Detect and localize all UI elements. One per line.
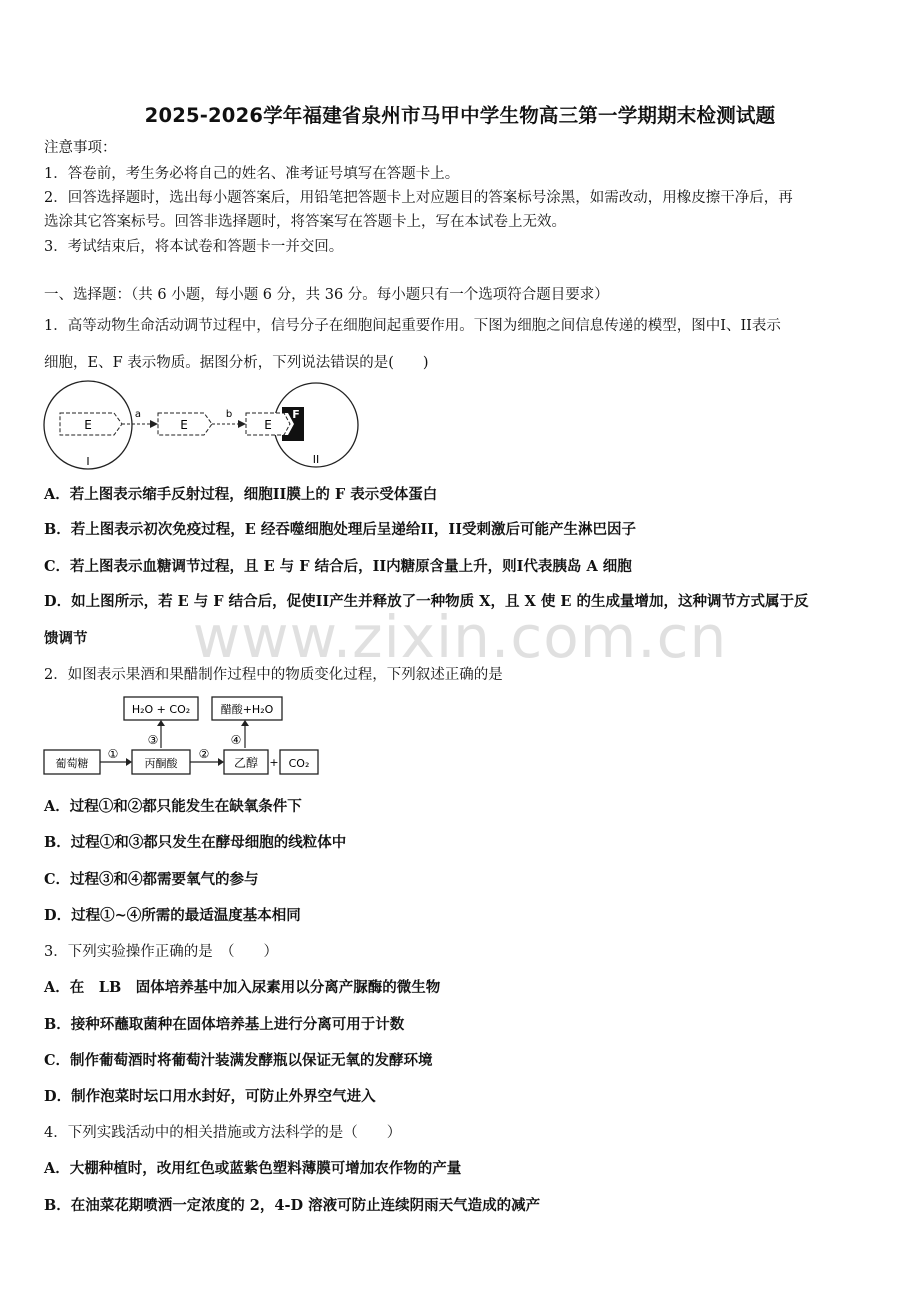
notice-item: 3．考试结束后，将本试卷和答题卡一并交回。 — [44, 239, 344, 255]
question-1-stem-cont: 细胞，E、F 表示物质。据图分析，下列说法错误的是( ) — [44, 355, 429, 371]
question-3-option-b[interactable]: B．接种环蘸取菌种在固体培养基上进行分离可用于计数 — [44, 1016, 405, 1033]
notice-item: 选涂其它答案标号。回答非选择题时，将答案写在答题卡上，写在本试卷上无效。 — [44, 214, 566, 230]
fermentation-diagram — [42, 692, 332, 784]
question-1-option-d-cont: 馈调节 — [44, 630, 88, 647]
question-1-option-a[interactable]: A．若上图表示缩手反射过程，细胞II膜上的 F 表示受体蛋白 — [44, 486, 438, 503]
question-2-stem: 2．如图表示果酒和果醋制作过程中的物质变化过程，下列叙述正确的是 — [44, 667, 503, 683]
arrow-a-label: a — [134, 409, 142, 420]
co2-label: CO₂ — [288, 757, 310, 770]
step-3-label: ③ — [147, 733, 159, 747]
h2o-co2-label: H₂O + CO₂ — [131, 703, 191, 716]
watermark: www.zixin.com.cn — [192, 603, 728, 671]
question-1-stem: 1．高等动物生命活动调节过程中，信号分子在细胞间起重要作用。下图为细胞之间信息传递的模型，图中I、II表示 — [44, 318, 781, 334]
exam-title: 2025-2026学年福建省泉州市马甲中学生物高三第一学期期末检测试题 — [144, 104, 776, 127]
question-3-option-a[interactable]: A．在 LB 固体培养基中加入尿素用以分离产脲酶的微生物 — [44, 979, 441, 996]
plus-sign: + — [269, 756, 279, 769]
cell-signaling-diagram — [42, 377, 362, 471]
section-heading: 一、选择题：（共 6 小题，每小题 6 分，共 36 分。每小题只有一个选项符合题目要求） — [44, 287, 609, 303]
ethanol-label: 乙醇 — [233, 756, 259, 770]
step-1-label: ① — [107, 747, 119, 761]
question-2-option-b[interactable]: B．过程①和③都只发生在酵母细胞的线粒体中 — [44, 834, 347, 851]
notice-heading: 注意事项： — [44, 140, 117, 156]
question-3-stem: 3．下列实验操作正确的是 （ ） — [44, 944, 278, 960]
question-1-option-b[interactable]: B．若上图表示初次免疫过程，E 经吞噬细胞处理后呈递给II，II受刺激后可能产生淋巴因子 — [44, 521, 636, 538]
substance-e-label: E — [264, 418, 272, 432]
receptor-f-label: F — [292, 408, 300, 421]
question-4-option-a[interactable]: A．大棚种植时，改用红色或蓝紫色塑料薄膜可增加农作物的产量 — [44, 1160, 462, 1177]
cell-2-label: II — [312, 453, 320, 466]
cell-1-label: I — [86, 455, 90, 468]
question-2-option-d[interactable]: D．过程①~④所需的最适温度基本相同 — [44, 907, 301, 924]
question-3-option-c[interactable]: C．制作葡萄酒时将葡萄汁装满发酵瓶以保证无氧的发酵环境 — [44, 1052, 433, 1069]
question-3-option-d[interactable]: D．制作泡菜时坛口用水封好，可防止外界空气进入 — [44, 1088, 376, 1105]
arrow-b-label: b — [225, 409, 233, 420]
substance-e-label: E — [84, 418, 92, 432]
glucose-label: 葡萄糖 — [55, 757, 89, 770]
question-4-stem: 4．下列实践活动中的相关措施或方法科学的是（ ） — [44, 1125, 402, 1141]
acetic-acid-label: 醋酸+H₂O — [220, 703, 274, 716]
notice-item: 2．回答选择题时，选出每小题答案后，用铅笔把答题卡上对应题目的答案标号涂黑，如需改动，用橡皮擦干净后，再 — [44, 190, 793, 206]
question-1-option-d[interactable]: D．如上图所示，若 E 与 F 结合后，促使II产生并释放了一种物质 X，且 X 使 E 的生成量增加，这种调节方式属于反 — [44, 593, 809, 610]
notice-item: 1．答卷前，考生务必将自己的姓名、准考证号填写在答题卡上。 — [44, 166, 460, 182]
question-4-option-b[interactable]: B．在油菜花期喷洒一定浓度的 2，4-D 溶液可防止连续阴雨天气造成的减产 — [44, 1197, 541, 1214]
step-4-label: ④ — [230, 733, 242, 747]
question-2-option-c[interactable]: C．过程③和④都需要氧气的参与 — [44, 871, 259, 888]
pyruvate-label: 丙酮酸 — [144, 757, 178, 770]
question-2-option-a[interactable]: A．过程①和②都只能发生在缺氧条件下 — [44, 798, 302, 815]
question-1-option-c[interactable]: C．若上图表示血糖调节过程，且 E 与 F 结合后，II内糖原含量上升，则I代表胰岛 A 细胞 — [44, 558, 632, 575]
step-2-label: ② — [198, 747, 210, 761]
substance-e-label: E — [180, 418, 188, 432]
